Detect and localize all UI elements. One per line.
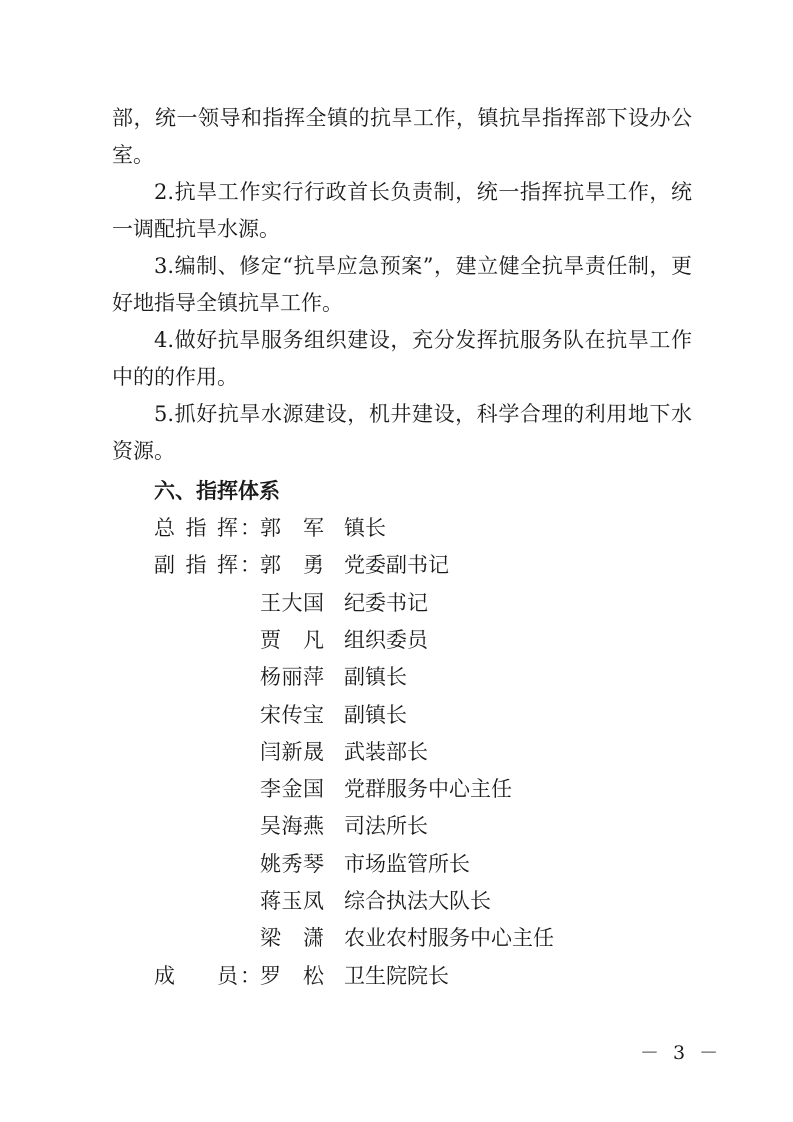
- roster-title: 市场监管所长: [344, 851, 470, 876]
- roster-title: 农业农村服务中心主任: [344, 926, 554, 951]
- roster-role: 成员: [154, 963, 238, 988]
- roster-name: 李金国: [260, 777, 324, 802]
- roster-name: 杨丽萍: [260, 665, 324, 690]
- roster-name: 罗松: [260, 963, 324, 988]
- paragraph-continuation: 部，统一领导和指挥全镇的抗旱工作，镇抗旱指挥部下设办公室。: [112, 106, 692, 167]
- roster-role: 副指挥: [154, 553, 238, 578]
- roster-title: 纪委书记: [344, 590, 428, 615]
- roster-name: 郭军: [260, 516, 324, 540]
- roster-name: 梁潇: [260, 926, 324, 951]
- roster-title: 卫生院院长: [344, 963, 449, 988]
- roster-name: 贾凡: [260, 627, 324, 652]
- roster-name: 蒋玉凤: [260, 889, 324, 913]
- roster-colon: ：: [240, 553, 261, 578]
- roster-title: 副镇长: [344, 702, 407, 727]
- roster-name: 宋传宝: [260, 702, 324, 727]
- roster-title: 党群服务中心主任: [344, 777, 512, 802]
- paragraph-item-2: 2.抗旱工作实行行政首长负责制，统一指挥抗旱工作，统一调配抗旱水源。: [112, 180, 692, 241]
- roster-title: 武装部长: [344, 739, 428, 764]
- page-number: － 3 －: [640, 1042, 723, 1064]
- roster-name: 闫新晟: [260, 739, 324, 764]
- paragraph-item-3: 3.编制、修定“抗旱应急预案”，建立健全抗旱责任制，更好地指导全镇抗旱工作。: [112, 254, 692, 315]
- paragraph-item-4: 4.做好抗旱服务组织建设，充分发挥抗服务队在抗旱工作中的的作用。: [112, 328, 692, 389]
- roster-title: 副镇长: [344, 665, 407, 690]
- roster-colon: ：: [240, 963, 261, 988]
- roster-title: 综合执法大队长: [344, 889, 491, 913]
- paragraph-item-5: 5.抓好抗旱水源建设，机井建设，科学合理的利用地下水资源。: [112, 402, 692, 463]
- roster-name: 吴海燕: [260, 814, 324, 839]
- roster-role: 总指挥: [154, 516, 238, 540]
- roster-title: 党委副书记: [344, 553, 449, 578]
- roster-name: 王大国: [260, 590, 324, 615]
- roster-colon: ：: [240, 516, 261, 540]
- roster-title: 组织委员: [344, 627, 428, 652]
- roster-name: 姚秀琴: [260, 851, 324, 876]
- roster-title: 司法所长: [344, 814, 428, 839]
- section-heading: 六、指挥体系: [154, 479, 280, 503]
- roster-title: 镇长: [344, 516, 386, 540]
- roster-name: 郭勇: [260, 553, 324, 578]
